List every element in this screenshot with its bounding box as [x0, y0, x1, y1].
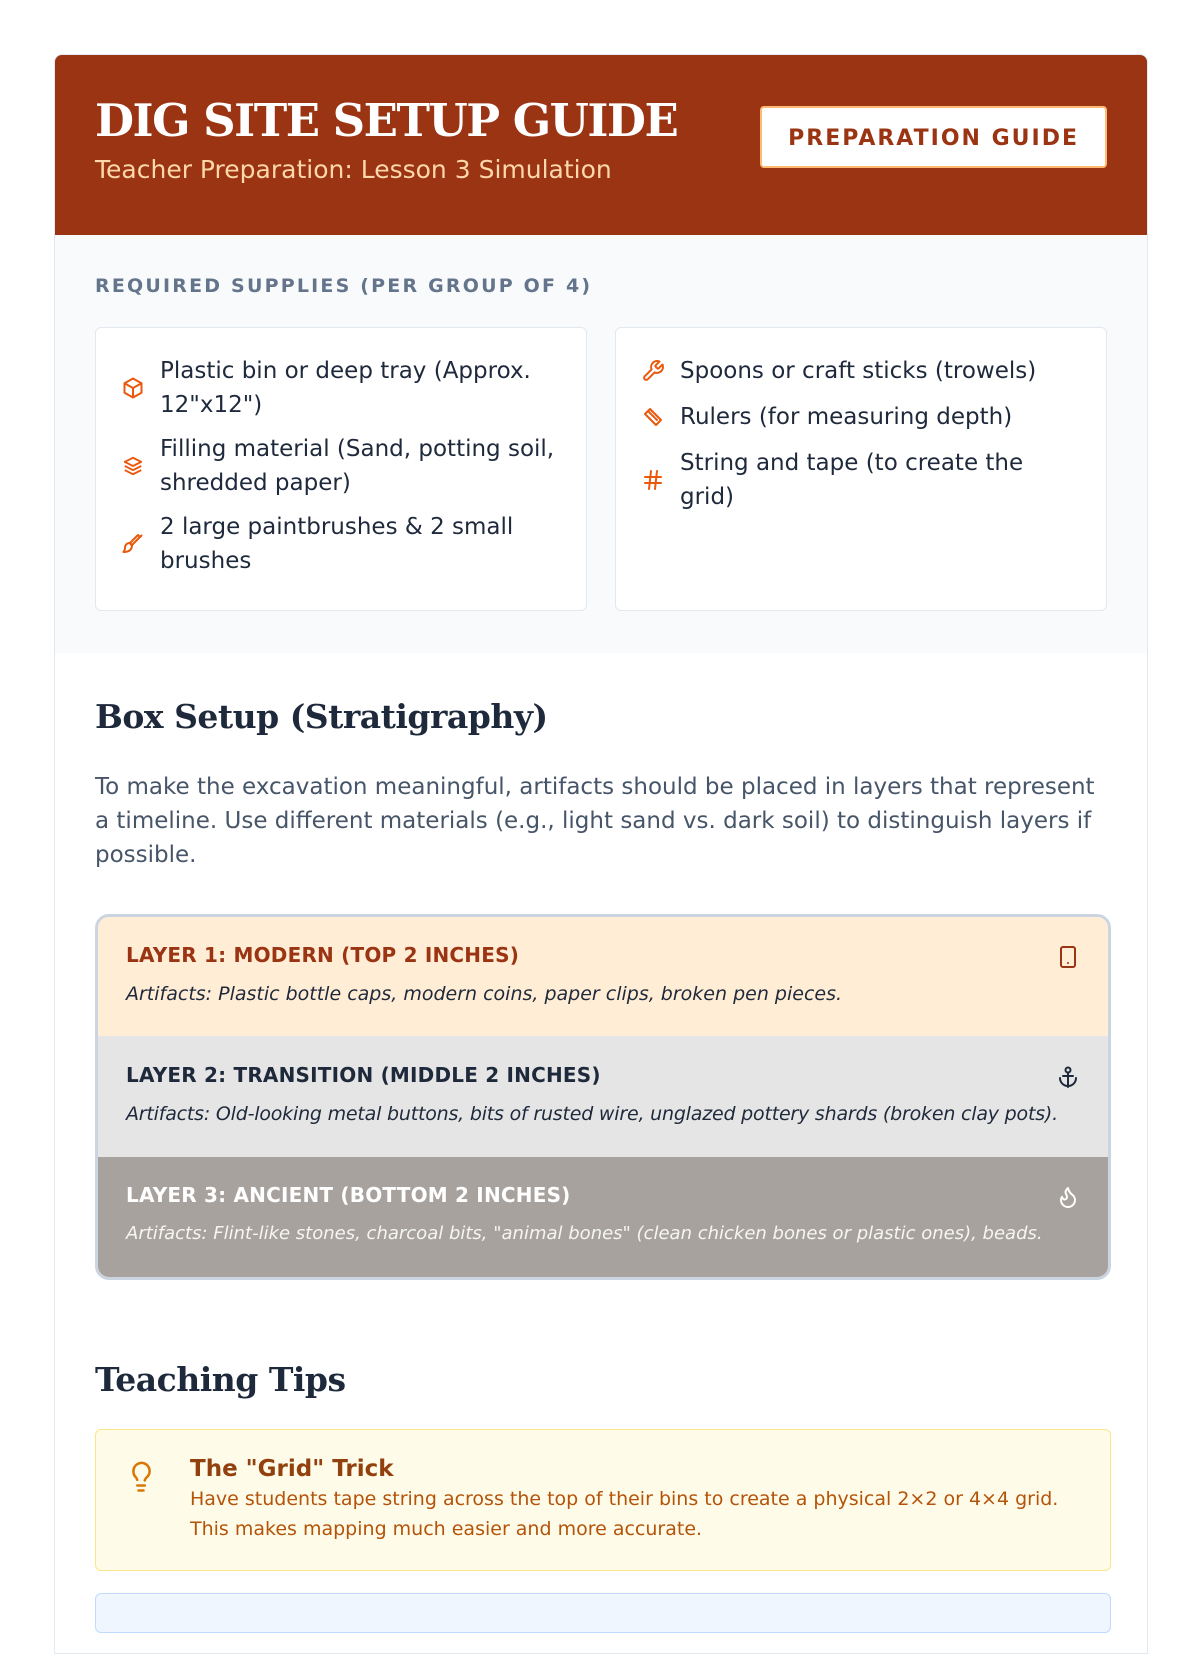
tip-text-line: Have students tape string across the top of their bins to create a physical 2×2 or 4×4 grid. — [190, 1488, 1059, 1510]
lightbulb-icon — [126, 1456, 162, 1570]
layer-card — [98, 1037, 1108, 1157]
page-header — [55, 55, 1147, 235]
layers-icon — [120, 455, 146, 477]
anchor-icon — [1056, 1065, 1080, 1089]
supplies-title: REQUIRED SUPPLIES (PER GROUP OF 4) — [95, 275, 593, 297]
stratigraphy-intro: To make the excavation meaningful, artifacts should be placed in layers that represent a timeline. Use different materials (e.g., light sand vs. dark soil) to distinguish layers if possible. — [95, 774, 1095, 868]
supply-item — [120, 510, 562, 578]
box-icon — [120, 376, 146, 400]
layer-card — [98, 1157, 1108, 1277]
supply-label: Rulers (for measuring depth) — [680, 404, 1013, 430]
tips-title: Teaching Tips — [95, 1360, 346, 1399]
preparation-guide-button[interactable]: PREPARATION GUIDE — [760, 106, 1107, 168]
supply-item — [120, 354, 562, 422]
ruler-icon — [640, 405, 666, 429]
guide-card — [54, 54, 1148, 1654]
layer-title: LAYER 2: TRANSITION (MIDDLE 2 INCHES) — [126, 1063, 601, 1087]
page-subtitle: Teacher Preparation: Lesson 3 Simulation — [95, 155, 612, 184]
tip-card-next — [95, 1593, 1111, 1633]
stratigraphy-title: Box Setup (Stratigraphy) — [95, 697, 548, 736]
supply-item — [640, 446, 1082, 514]
layer-description: Artifacts: Flint-like stones, charcoal bits, "animal bones" (clean chicken bones or plastic ones), beads. — [126, 1223, 1043, 1244]
supply-grid — [95, 327, 1107, 611]
supply-item — [640, 400, 1082, 434]
layer-title: LAYER 1: MODERN (TOP 2 INCHES) — [126, 943, 520, 967]
tablet-icon — [1056, 945, 1080, 969]
wrench-icon — [640, 359, 666, 383]
supply-label: Spoons or craft sticks (trowels) — [680, 358, 1037, 384]
supplies-section — [55, 235, 1147, 653]
layer-title: LAYER 3: ANCIENT (BOTTOM 2 INCHES) — [126, 1183, 571, 1207]
supply-label: Filling material (Sand, potting soil, shredded paper) — [160, 436, 555, 496]
supply-label: String and tape (to create the grid) — [680, 450, 1024, 510]
tip-heading: The "Grid" Trick — [190, 1456, 394, 1482]
tip-text-line: This makes mapping much easier and more accurate. — [190, 1518, 703, 1540]
flame-icon — [1056, 1185, 1080, 1209]
page-title: DIG SITE SETUP GUIDE — [95, 94, 678, 147]
layer-description: Artifacts: Old-looking metal buttons, bits of rusted wire, unglazed pottery shards (broken clay pots). — [126, 1103, 1058, 1125]
tip-card — [95, 1429, 1111, 1571]
supply-item — [640, 354, 1082, 388]
supply-box-right — [615, 327, 1107, 611]
layer-stack — [95, 914, 1111, 1280]
stratigraphy-section — [55, 697, 1147, 1633]
supply-label: 2 large paintbrushes & 2 small brushes — [160, 514, 514, 574]
hash-icon — [640, 468, 666, 492]
tip-content — [190, 1456, 1058, 1570]
layer-description: Artifacts: Plastic bottle caps, modern coins, paper clips, broken pen pieces. — [126, 983, 843, 1005]
paintbrush-icon — [120, 532, 146, 556]
header-text — [95, 94, 678, 184]
supply-label: Plastic bin or deep tray (Approx. 12"x12") — [160, 358, 531, 418]
layer-card — [98, 917, 1108, 1037]
supply-box-left — [95, 327, 587, 611]
supply-item — [120, 432, 562, 500]
